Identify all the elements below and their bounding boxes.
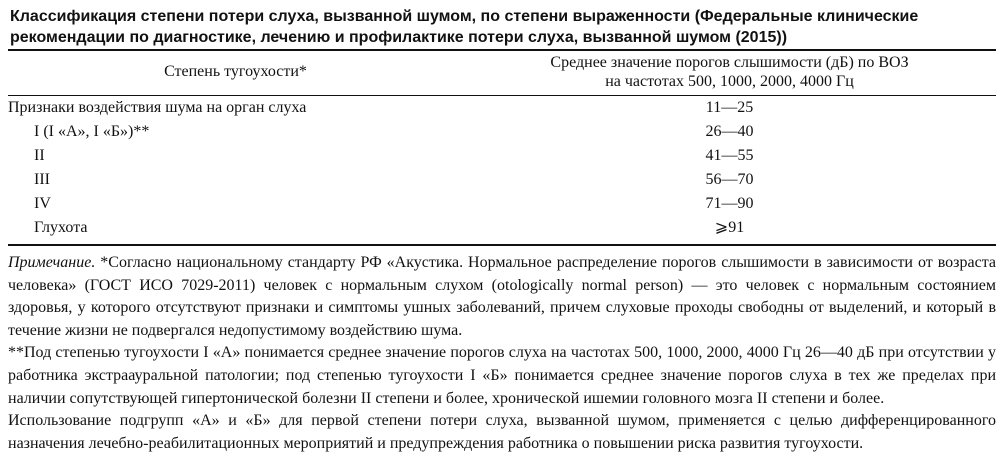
row-value: 56—70 xyxy=(705,171,754,188)
header-separator-rule xyxy=(8,95,996,96)
classification-table xyxy=(8,50,996,240)
header-threshold-line2: на частотах 500, 1000, 2000, 4000 Гц xyxy=(605,72,854,90)
table-notes xyxy=(8,252,996,455)
header-threshold xyxy=(463,50,996,93)
table-header-row xyxy=(8,50,996,93)
note-1-text: *Согласно национальному стандарту РФ «Акустика. Нормальное распределение порогов слышимости в зависимости от возраста человека» (ГОСТ ИСО 7029-2011) человек с нормальным слухом (otologically normal person) — это человек с нормальным состоянием здоровья, у которого отсутствуют признаки и симптомы ушных заболеваний, причем слуховые проходы свободны от выделений, и который в течение жизни не подвергался недопустимому воздействию шума. xyxy=(8,254,996,339)
row-value: 41—55 xyxy=(705,147,754,164)
note-paragraph-2: **Под степенью тугоухости I «А» понимается среднее значение порогов слуха на частотах 500, 1000, 2000, 4000 Гц 26—40 дБ при отсутствии у работника экстраауральной патологии; под степенью тугоухости I «Б» понимается среднее значение порогов слуха в тех же пределах при наличии сопутствующей гипертонической болезни II степени и более, хронической ишемии головного мозга II степени и более. xyxy=(8,344,996,407)
row-degree: I (I «А», I «Б»)** xyxy=(34,123,150,140)
row-value: 11—25 xyxy=(705,99,754,116)
table-row xyxy=(8,216,996,240)
note-paragraph-3: Использование подгрупп «А» и «Б» для первой степени потери слуха, вызванной шумом, применяется с целью дифференцированного назначения лечебно-реабилитационных мероприятий и предупреждения работника о повышении риска развития тугоухости. xyxy=(8,412,996,452)
row-value: ⩾91 xyxy=(714,219,745,236)
row-degree: III xyxy=(34,171,50,188)
table-bottom-rule xyxy=(8,244,996,246)
row-value: 26—40 xyxy=(705,123,754,140)
table-title: Классификация степени потери слуха, вызванной шумом, по степени выраженности (Федеральные клинические рекомендации по диагностике, лечению и профилактике потери слуха, вызванной шумом (2015)) xyxy=(10,8,919,46)
note-label: Примечание. xyxy=(8,254,96,271)
header-threshold-line1: Среднее значение порогов слышимости (дБ) по ВОЗ xyxy=(550,53,909,71)
row-degree: Глухота xyxy=(34,219,88,236)
table-row xyxy=(8,144,996,168)
table-row xyxy=(8,168,996,192)
note-paragraph-1 xyxy=(8,252,996,342)
row-degree: IV xyxy=(34,195,51,212)
row-value: 71—90 xyxy=(705,195,754,212)
table-row xyxy=(8,192,996,216)
table-row xyxy=(8,120,996,144)
header-degree: Степень тугоухости* xyxy=(164,63,307,80)
row-degree: Признаки воздействия шума на орган слуха xyxy=(8,99,307,116)
row-degree: II xyxy=(34,147,45,164)
table-row xyxy=(8,93,996,120)
